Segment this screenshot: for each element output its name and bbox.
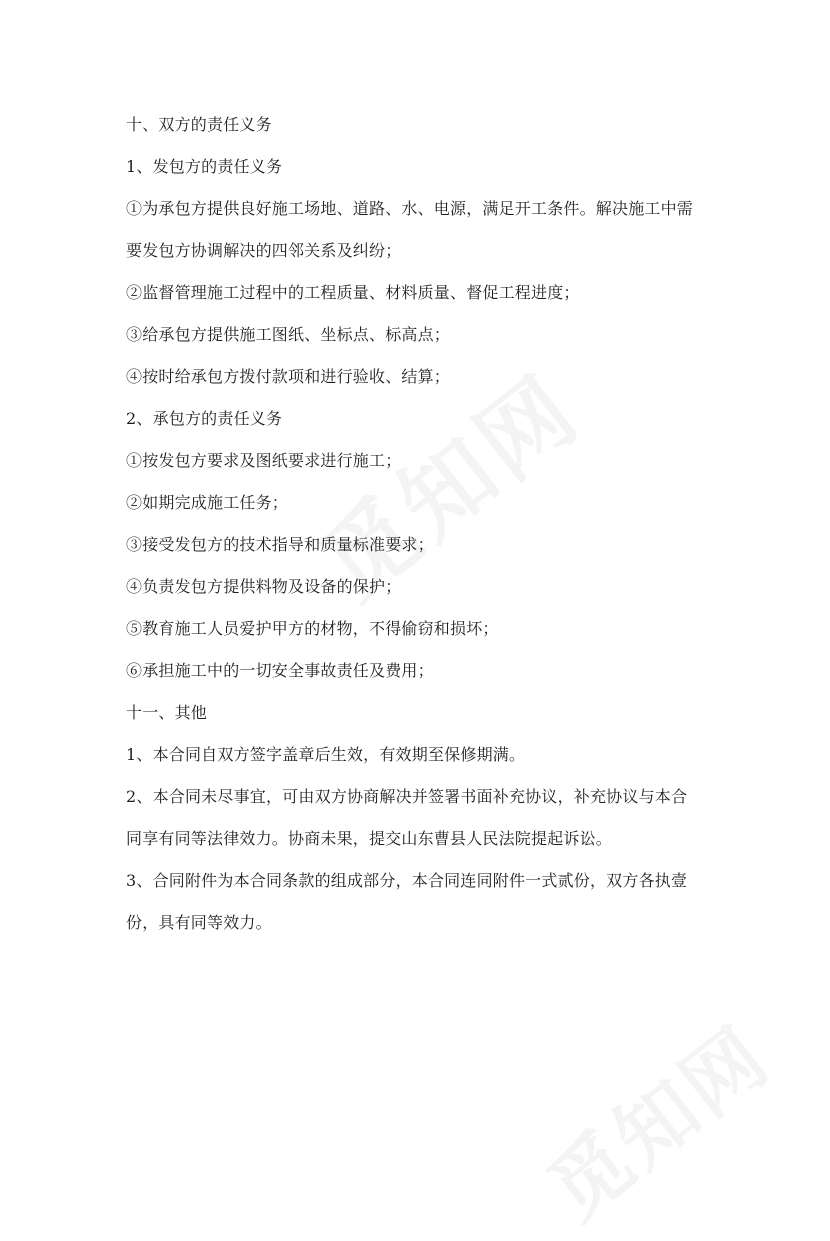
clause-text: ⑥承担施工中的一切安全事故责任及费用； xyxy=(126,661,434,680)
subsection-heading-employer: 1、发包方的责任义务 xyxy=(126,157,283,176)
section-heading-11: 十一、其他 xyxy=(126,703,208,722)
clause-text: ④按时给承包方拨付款项和进行验收、结算； xyxy=(126,367,451,386)
clause-text: 同享有同等法律效力。协商未果，提交山东曹县人民法院提起诉讼。 xyxy=(126,829,613,848)
clause-text: ②监督管理施工过程中的工程质量、材料质量、督促工程进度； xyxy=(126,283,580,302)
clause-text: ⑤教育施工人员爱护甲方的材物，不得偷窃和损坏； xyxy=(126,619,499,638)
clause-text: ③给承包方提供施工图纸、坐标点、标高点； xyxy=(126,325,451,344)
clause-text: ④负责发包方提供料物及设备的保护； xyxy=(126,577,402,596)
clause-text: 3、合同附件为本合同条款的组成部分，本合同连同附件一式贰份，双方各执壹 xyxy=(126,871,688,890)
clause-text: ①为承包方提供良好施工场地、道路、水、电源，满足开工条件。解决施工中需 xyxy=(126,199,694,218)
clause-text: 份，具有同等效力。 xyxy=(126,913,272,932)
clause-text: ①按发包方要求及图纸要求进行施工； xyxy=(126,451,402,470)
subsection-heading-contractor: 2、承包方的责任义务 xyxy=(126,409,283,428)
section-heading-10: 十、双方的责任义务 xyxy=(126,115,272,134)
clause-text: 2、本合同未尽事宜，可由双方协商解决并签署书面补充协议，补充协议与本合 xyxy=(126,787,688,806)
watermark-bottom xyxy=(520,995,789,1241)
clause-text: ②如期完成施工任务； xyxy=(126,493,289,512)
clause-text: ③接受发包方的技术指导和质量标准要求； xyxy=(126,535,434,554)
document-body xyxy=(126,104,726,944)
clause-text: 要发包方协调解决的四邻关系及纠纷； xyxy=(126,241,402,260)
clause-text: 1、本合同自双方签字盖章后生效，有效期至保修期满。 xyxy=(126,745,526,764)
